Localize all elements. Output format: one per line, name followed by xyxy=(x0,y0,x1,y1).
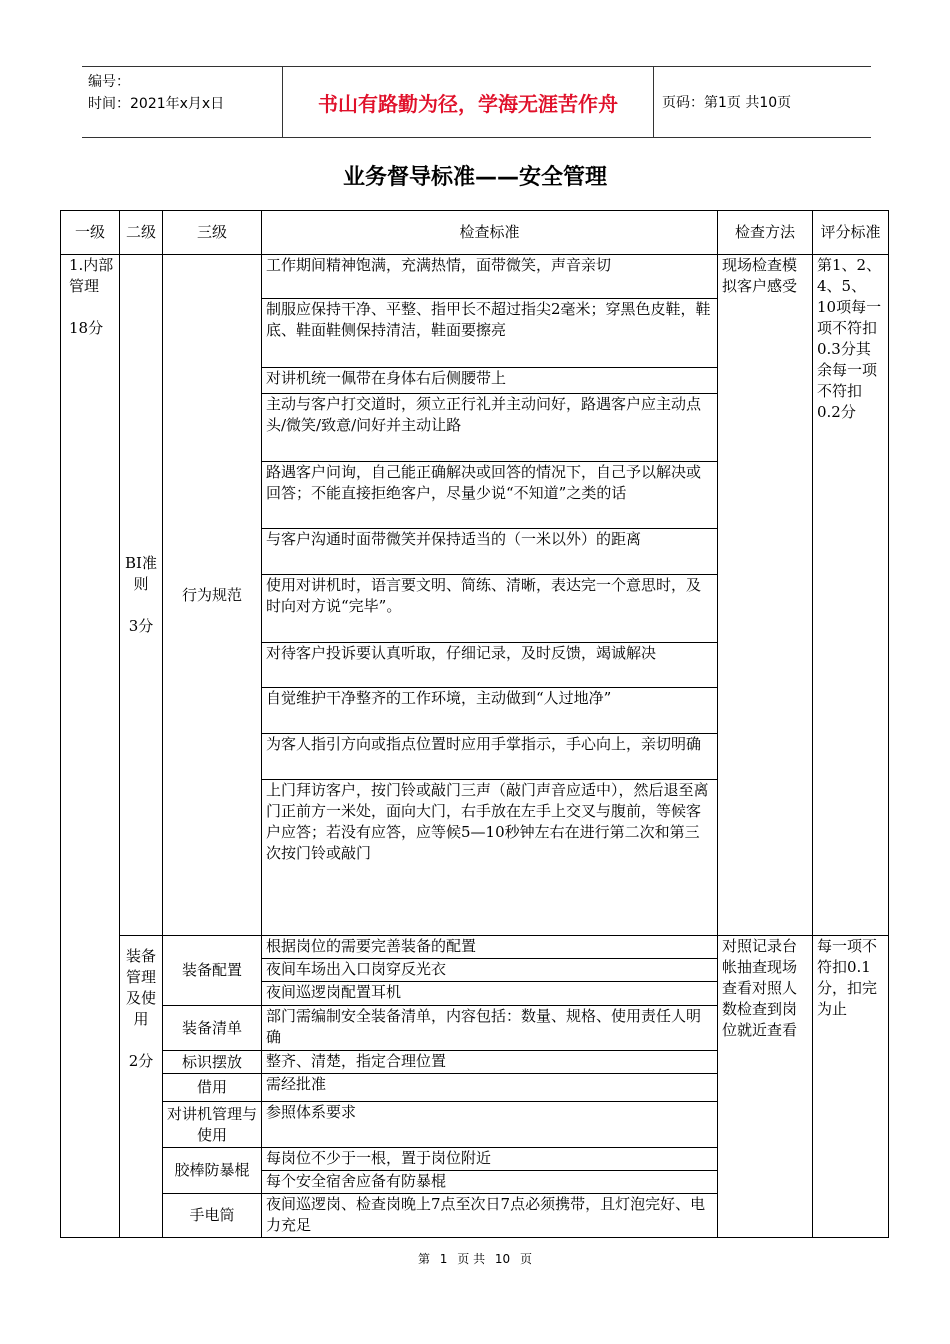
footer-total: 10 xyxy=(494,1252,511,1266)
standards-table xyxy=(60,210,889,1238)
number-label: 编号： xyxy=(88,74,130,90)
standard-cell: 上门拜访客户，按门铃或敲门三声（敲门声音应适中），然后退至离门正前方一米处，面向大门，右手放在左手上交叉与腹前，等候客户应答；若没有应答，应等候5—10秒钟左右在进行第二次和第三次按门铃或敲门 xyxy=(262,780,718,936)
standard-cell: 与客户沟通时面带微笑并保持适当的（一米以外）的距离 xyxy=(262,529,718,575)
standard-cell: 为客人指引方向或指点位置时应用手掌指示，手心向上，亲切明确 xyxy=(262,734,718,780)
motto: 书山有路勤为径，学海无涯苦作舟 xyxy=(282,67,654,137)
group-label: 借用 xyxy=(163,1074,262,1102)
table-header-row xyxy=(61,211,889,255)
standard-cell: 对待客户投诉要认真听取，仔细记录，及时反馈，竭诚解决 xyxy=(262,643,718,688)
page-info: 页码：第1页 共10页 xyxy=(662,95,792,111)
footer-page: 1 xyxy=(439,1252,448,1266)
page-footer xyxy=(0,1250,950,1267)
group-label: 对讲机管理与使用 xyxy=(163,1102,262,1148)
header-level3: 三级 xyxy=(163,211,262,255)
standard-cell: 整齐、清楚，指定合理位置 xyxy=(262,1051,718,1074)
standard-cell: 路遇客户问询，自己能正确解决或回答的情况下，自己予以解决或回答；不能直接拒绝客户，尽量少说“不知道”之类的话 xyxy=(262,462,718,529)
page-title: 业务督导标准——安全管理 xyxy=(342,165,607,190)
standard-cell: 自觉维护干净整齐的工作环境，主动做到“人过地净” xyxy=(262,688,718,734)
group-label: 装备清单 xyxy=(163,1006,262,1051)
section1-level1: 1.内部管理 18分 xyxy=(61,255,120,1238)
header-standard: 检查标准 xyxy=(262,211,718,255)
standard-cell: 参照体系要求 xyxy=(262,1102,718,1148)
standard-cell: 需经批准 xyxy=(262,1074,718,1102)
standard-cell: 工作期间精神饱满，充满热情，面带微笑，声音亲切 xyxy=(262,255,718,299)
header-level2: 二级 xyxy=(120,211,163,255)
section2-method: 对照记录台帐抽查现场查看对照人数检查到岗位就近查看 xyxy=(718,936,813,1238)
section2-level2: 装备管理及使用 2分 xyxy=(120,936,163,1238)
group-label: 胶棒防暴棍 xyxy=(163,1148,262,1194)
header-score: 评分标准 xyxy=(813,211,889,255)
header-method: 检查方法 xyxy=(718,211,813,255)
standard-cell: 每岗位不少于一根，置于岗位附近 xyxy=(262,1148,718,1171)
group-label: 装备配置 xyxy=(163,936,262,1006)
section2-score: 每一项不符扣0.1分，扣完为止 xyxy=(813,936,889,1238)
standard-cell: 每个安全宿舍应备有防暴棍 xyxy=(262,1171,718,1194)
header-meta xyxy=(82,67,282,137)
section1-level2: BI准则 3分 xyxy=(120,255,163,936)
standard-cell: 部门需编制安全装备清单，内容包括：数量、规格、使用责任人明确 xyxy=(262,1006,718,1051)
section1-score: 第1、2、4、5、10项每一项不符扣0.3分其余每一项不符扣0.2分 xyxy=(813,255,889,936)
group-label: 手电筒 xyxy=(163,1194,262,1238)
section1-method: 现场检查模拟客户感受 xyxy=(718,255,813,936)
table-row xyxy=(61,255,889,299)
footer-middle: 页 共 xyxy=(457,1252,486,1266)
footer-suffix: 页 xyxy=(520,1252,533,1266)
standard-cell: 主动与客户打交道时，须立正行礼并主动问好，路遇客户应主动点头/微笑/致意/问好并主动让路 xyxy=(262,394,718,462)
standard-cell: 制服应保持干净、平整、指甲长不超过指尖2毫米；穿黑色皮鞋，鞋底、鞋面鞋侧保持清洁，鞋面要擦亮 xyxy=(262,299,718,368)
header-level1: 一级 xyxy=(61,211,120,255)
footer-prefix: 第 xyxy=(417,1252,430,1266)
standard-cell: 使用对讲机时，语言要文明、简练、清晰，表达完一个意思时，及时向对方说“完毕”。 xyxy=(262,575,718,643)
date-label: 时间：2021年x月x日 xyxy=(88,96,225,112)
table-row xyxy=(61,936,889,959)
group-label: 标识摆放 xyxy=(163,1051,262,1074)
standard-cell: 根据岗位的需要完善装备的配置 xyxy=(262,936,718,959)
standard-cell: 夜间巡逻岗配置耳机 xyxy=(262,982,718,1006)
document-header xyxy=(82,66,871,138)
standard-cell: 夜间车场出入口岗穿反光衣 xyxy=(262,959,718,982)
standard-cell: 对讲机统一佩带在身体右后侧腰带上 xyxy=(262,368,718,394)
section1-level3: 行为规范 xyxy=(163,255,262,936)
standard-cell: 夜间巡逻岗、检查岗晚上7点至次日7点必须携带，且灯泡完好、电力充足 xyxy=(262,1194,718,1238)
